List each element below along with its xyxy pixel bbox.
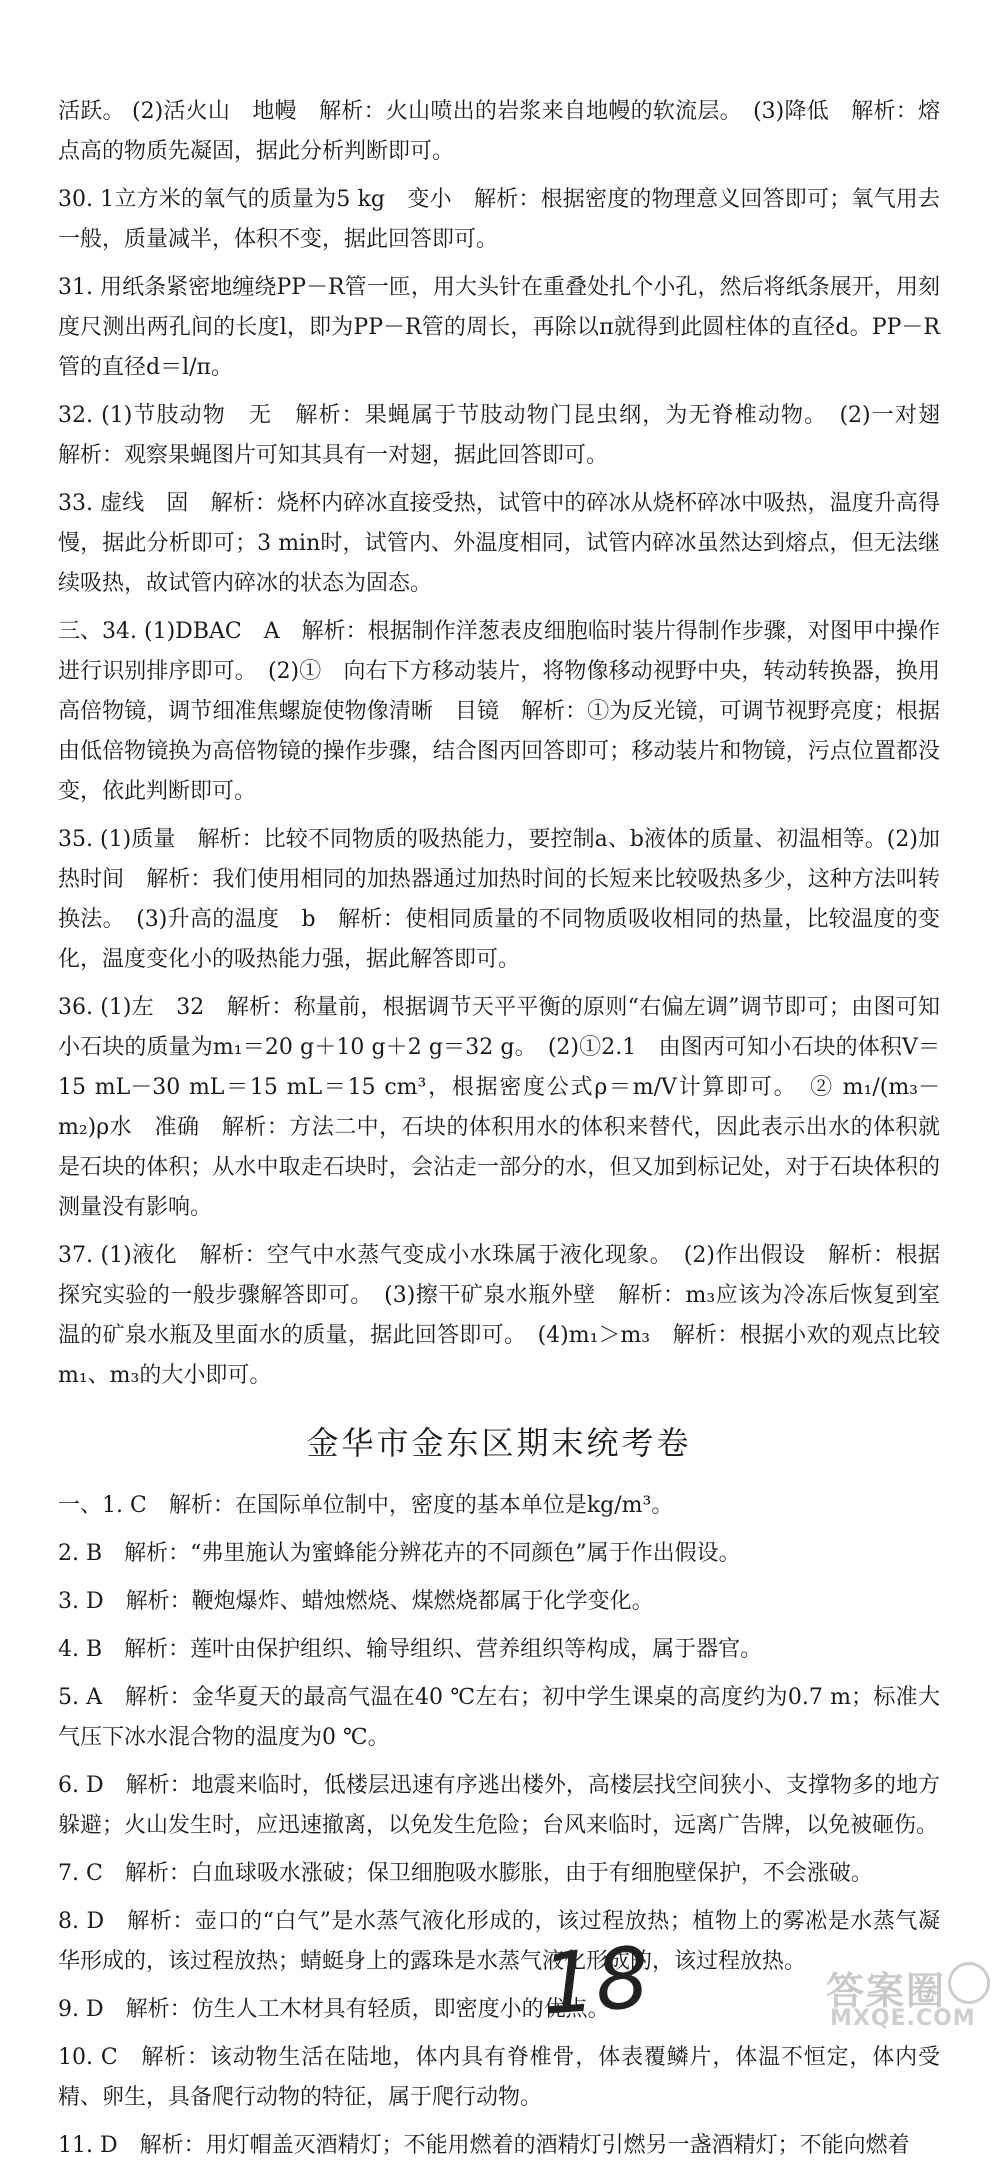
watermark-logo xyxy=(820,1960,992,2036)
answer-paragraph: 7. C 解析：白血球吸水涨破；保卫细胞吸水膨胀，由于有细胞壁保护，不会涨破。 xyxy=(58,1861,873,1886)
watermark-circle-icon xyxy=(948,1962,990,2004)
answer-paragraph: 37. (1)液化 解析：空气中水蒸气变成小水珠属于液化现象。 (2)作出假设 解析：根据探究实验的一般步骤解答即可。 (3)擦干矿泉水瓶外壁 解析：m₃应该为冷冻后恢复到室温的矿泉水瓶及里面水的质量，据此回答即可。 (4)m₁＞m₃ 解析：根据小欢的观点比较m₁、m₃的大小即可。 xyxy=(58,1243,940,1388)
answer-paragraph: 2. B 解析：“弗里施认为蜜蜂能分辨花卉的不同颜色”属于作出假设。 xyxy=(58,1541,741,1566)
answer-paragraph: 35. (1)质量 解析：比较不同物质的吸热能力，要控制a、b液体的质量、初温相等。(2)加热时间 解析：我们使用相同的加热器通过加热时间的长短来比较吸热多少，这种方法叫转换法。 (3)升高的温度 b 解析：使相同质量的不同物质吸收相同的热量，比较温度的变化，温度变化小的吸热能力强，据此解答即可。 xyxy=(58,827,940,972)
answer-paragraph: 30. 1立方米的氧气的质量为5 kg 变小 解析：根据密度的物理意义回答即可；氧气用去一般，质量减半，体积不变，据此回答即可。 xyxy=(58,187,940,252)
answer-paragraph: 活跃。 (2)活火山 地幔 解析：火山喷出的岩浆来自地幔的软流层。 (3)降低 解析：熔点高的物质先凝固，据此分析判断即可。 xyxy=(58,99,940,164)
answer-paragraph: 32. (1)节肢动物 无 解析：果蝇属于节肢动物门昆虫纲，为无脊椎动物。 (2)一对翅 解析：观察果蝇图片可知其具有一对翅，据此回答即可。 xyxy=(58,403,963,468)
answer-paragraph: 9. D 解析：仿生人工木材具有轻质，即密度小的优点。 xyxy=(58,1997,610,2022)
answer-paragraph: 5. A 解析：金华夏天的最高气温在40 ℃左右；初中学生课桌的高度约为0.7 m；标准大气压下冰水混合物的温度为0 ℃。 xyxy=(58,1685,940,1750)
page-content xyxy=(58,92,963,2174)
section-title: 金华市金东区期末统考卷 xyxy=(306,1424,692,1462)
answer-paragraph: 4. B 解析：莲叶由保护组织、输导组织、营养组织等构成，属于器官。 xyxy=(58,1637,763,1662)
answer-paragraph: 11. D 解析：用灯帽盖灭酒精灯；不能用燃着的酒精灯引燃另一盏酒精灯；不能向燃着 xyxy=(58,2133,910,2158)
answer-paragraph: 33. 虚线 固 解析：烧杯内碎冰直接受热，试管中的碎冰从烧杯碎冰中吸热，温度升高得慢，据此分析即可；3 min时，试管内、外温度相同，试管内碎冰虽然达到熔点，但无法继续吸热，故试管内碎冰的状态为固态。 xyxy=(58,491,940,596)
answer-paragraph: 6. D 解析：地震来临时，低楼层迅速有序逃出楼外，高楼层找空间狭小、支撑物多的地方躲避；火山发生时，应迅速撤离，以免发生危险；台风来临时，远离广告牌，以免被砸伤。 xyxy=(58,1773,940,1838)
answer-paragraph: 3. D 解析：鞭炮爆炸、蜡烛燃烧、煤燃烧都属于化学变化。 xyxy=(58,1589,654,1614)
answer-paragraph: 36. (1)左 32 解析：称量前，根据调节天平平衡的原则“右偏左调”调节即可；由图可知小石块的质量为m₁＝20 g＋10 g＋2 g＝32 g。 (2)①2.1 由图丙可知小石块的体积V＝15 mL－30 mL＝15 mL＝15 cm³，根据密度公式ρ＝m/V计算即可。 ② m₁/(m₃－m₂)ρ水 准确 解析：方法二中，石块的体积用水的体积来替代，因此表示出水的体积就是石块的体积；从水中取走石块时，会沾走一部分的水，但又加到标记处，对于石块体积的测量没有影响。 xyxy=(58,995,940,1220)
answer-paragraph: 31. 用纸条紧密地缠绕PP－R管一匝，用大头针在重叠处扎个小孔，然后将纸条展开，用刻度尺测出两孔间的长度l，即为PP－R管的周长，再除以π就得到此圆柱体的直径d。PP－R管的直径d＝l/π。 xyxy=(58,275,940,380)
answer-paragraph: 8. D 解析：壶口的“白气”是水蒸气液化形成的，该过程放热；植物上的雾凇是水蒸气凝华形成的，该过程放热；蜻蜓身上的露珠是水蒸气液化形成的，该过程放热。 xyxy=(58,1909,940,1974)
answer-paragraph: 10. C 解析：该动物生活在陆地，体内具有脊椎骨，体表覆鳞片，体温不恒定，体内受精、卵生，具备爬行动物的特征，属于爬行动物。 xyxy=(58,2045,940,2110)
watermark-text: 答案圈 xyxy=(826,1969,947,2013)
answer-paragraph: 一、1. C 解析：在国际单位制中，密度的基本单位是kg/m³。 xyxy=(58,1493,674,1518)
handwritten-page-number: 18 xyxy=(538,1928,653,2034)
answer-paragraph: 三、34. (1)DBAC A 解析：根据制作洋葱表皮细胞临时装片得制作步骤，对图甲中操作进行识别排序即可。 (2)① 向右下方移动装片，将物像移动视野中央，转动转换器，换用高倍物镜，调节细准焦螺旋使物像清晰 目镜 解析：①为反光镜，可调节视野亮度；根据由低倍物镜换为高倍物镜的操作步骤，结合图丙回答即可；移动装片和物镜，污点位置都没变，依此判断即可。 xyxy=(58,619,940,804)
watermark-domain: MXQE.COM xyxy=(830,2006,976,2031)
